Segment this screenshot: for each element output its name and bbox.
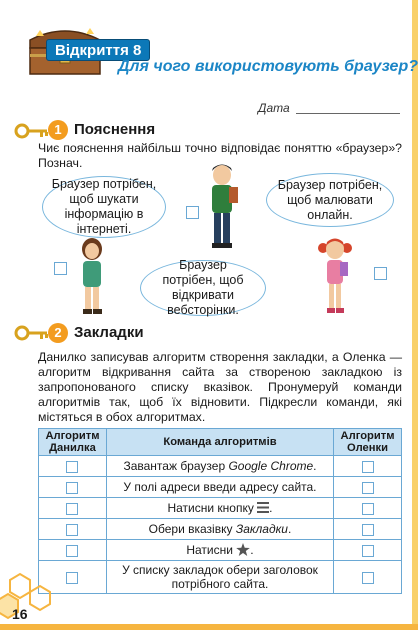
column-header-danylko: Алгоритм Данилка [39,429,107,456]
danylko-number-box[interactable] [66,545,78,557]
section-2-title: Закладки [74,324,144,341]
column-header-commands: Команда алгоритмів [106,429,333,456]
section-2-number: 2 [48,323,68,343]
section-2-instruction: Данилко записував алгоритм створення закладки, а Оленка — алгоритм відкривання сайта за створеною закладкою із запропонованого списку вказівок. Пронумеруй команди алгоритмів так, щоб їх відновити. Підкресли команди, які містяться в обох алгоритмах. [38,350,402,424]
table-row [39,456,402,477]
checkbox-cloud-draw[interactable] [374,267,387,280]
olenka-number-box[interactable] [362,545,374,557]
danylko-number-box[interactable] [66,503,78,515]
command-cell: У полі адреси введи адресу сайта. [106,477,333,498]
danylko-number-box[interactable] [66,524,78,536]
command-cell: У списку закладок обери заголовок потрібного сайта. [106,561,333,594]
bottom-bar [0,624,418,630]
key-icon [14,121,50,141]
table-row [39,477,402,498]
boy-illustration [203,163,241,251]
algorithm-table [38,428,402,594]
column-header-olenka: Алгоритм Оленки [334,429,402,456]
page-subtitle: Для чого використовують браузер? [118,58,418,75]
section-1-number: 1 [48,120,68,140]
checkbox-cloud-search[interactable] [186,206,199,219]
menu-icon [257,502,269,513]
star-icon [236,543,250,556]
table-row [39,540,402,561]
page-number: 16 [12,606,28,622]
danylko-number-box[interactable] [66,461,78,473]
danylko-number-box[interactable] [66,482,78,494]
explanation-cloud-draw: Браузер потрібен, щоб малювати онлайн. [266,173,394,227]
command-cell: Завантаж браузер Google Chrome. [106,456,333,477]
date-field-line[interactable] [296,113,400,114]
table-row [39,498,402,519]
olenka-number-box[interactable] [362,572,374,584]
section-1-instruction: Чиє пояснення найбільш точно відповідає поняттю «браузер»? Познач. [38,141,402,170]
key-icon [14,323,50,343]
command-cell: Натисни . [106,540,333,561]
command-cell: Натисни кнопку . [106,498,333,519]
checkbox-cloud-webpages[interactable] [54,262,67,275]
explanation-cloud-webpages: Браузер потрібен, щоб відкривати вебсторінки. [140,260,266,316]
hexagon-decoration [0,560,70,630]
olenka-number-box[interactable] [362,524,374,536]
date-label: Дата [258,101,290,115]
girl-illustration [74,237,110,315]
page-edge-stripe [412,0,418,630]
table-row [39,519,402,540]
table-row [39,561,402,594]
olenka-number-box[interactable] [362,482,374,494]
girl-pigtails-illustration [318,236,352,316]
discovery-badge: Відкриття 8 [46,39,150,61]
olenka-number-box[interactable] [362,461,374,473]
command-cell: Обери вказівку Закладки. [106,519,333,540]
section-1-title: Пояснення [74,121,156,138]
olenka-number-box[interactable] [362,503,374,515]
explanation-cloud-search: Браузер потрібен, щоб шукати інформацію в інтернеті. [42,176,166,238]
